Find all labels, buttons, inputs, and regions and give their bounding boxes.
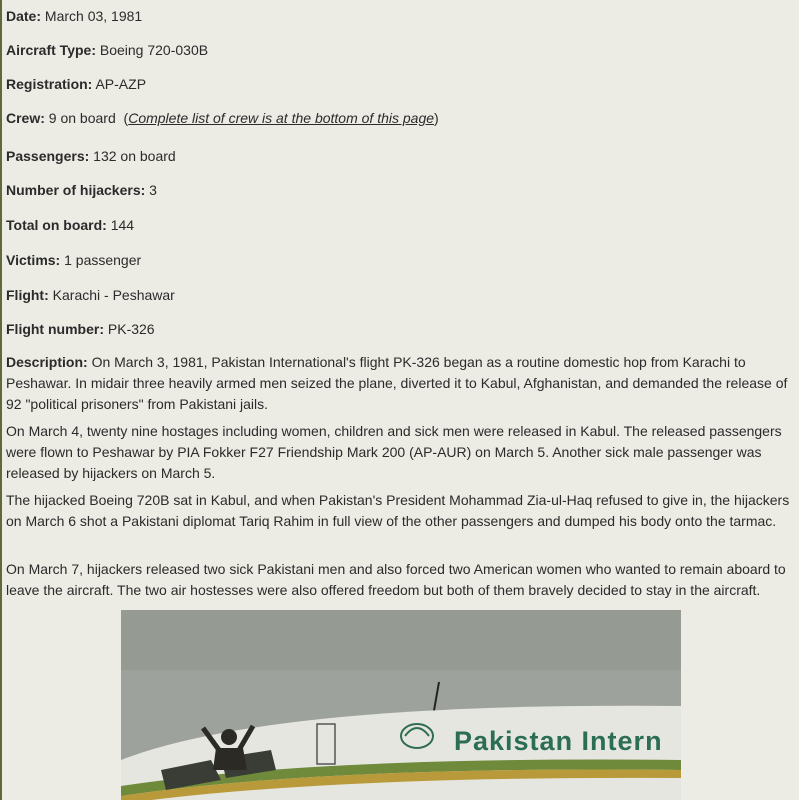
person-body	[213, 748, 247, 770]
hijacked-aircraft-photo	[121, 610, 681, 800]
passengers-row	[6, 147, 176, 165]
total-label: Total on board:	[6, 217, 107, 233]
victims-row	[6, 251, 141, 269]
registration-value: AP-AZP	[95, 76, 147, 92]
crew-paren-open: (	[123, 110, 129, 126]
description-paragraph-2	[6, 421, 796, 484]
description-text-3: The hijacked Boeing 720B sat in Kabul, and when Pakistan's President Mohammad Zia-ul-Haq refused to give in, the hijackers on March 6 shot a Pakistani diplomat Tariq Rahim in full view of the other passengers and dumped his body onto the tarmac.	[6, 492, 790, 529]
description-paragraph-1	[6, 352, 796, 415]
victims-value: 1 passenger	[64, 252, 142, 268]
victims-label: Victims:	[6, 252, 61, 268]
hijackers-label: Number of hijackers:	[6, 182, 146, 198]
photo-sky-top	[121, 610, 681, 670]
flight-number-row	[6, 320, 155, 338]
date-label: Date:	[6, 8, 42, 24]
passengers-value: 132 on board	[93, 148, 176, 164]
aircraft-photo-drawing	[121, 610, 681, 800]
crew-label: Crew:	[6, 110, 45, 126]
description-text-2: On March 4, twenty nine hostages including women, children and sick men were released in Kabul. The released passengers were flown to Peshawar by PIA Fokker F27 Friendship Mark 200 (AP-AUR) on March 5. Another sick male passenger was released by hijackers on March 5.	[6, 423, 782, 481]
total-row	[6, 216, 134, 234]
date-value: March 03, 1981	[44, 8, 143, 24]
description-paragraph-3	[6, 490, 796, 532]
description-text-1: On March 3, 1981, Pakistan International's flight PK-326 began as a routine domestic hop from Karachi to Peshawar. In midair three heavily armed men seized the plane, diverted it to Kabul, Afghanistan, and demanded the release of 92 "political prisoners" from Pakistani jails.	[6, 354, 788, 412]
hijackers-row	[6, 181, 157, 199]
crew-value: 9 on board	[48, 110, 116, 126]
crew-row	[6, 109, 439, 127]
date-row	[6, 7, 142, 25]
aircraft-type-value: Boeing 720-030B	[99, 42, 209, 58]
passengers-label: Passengers:	[6, 148, 90, 164]
hijackers-value: 3	[149, 182, 157, 198]
description-paragraph-4	[6, 559, 796, 601]
aircraft-type-label: Aircraft Type:	[6, 42, 96, 58]
flight-number-value: PK-326	[107, 321, 155, 337]
flight-number-label: Flight number:	[6, 321, 104, 337]
total-value: 144	[110, 217, 135, 233]
flight-label: Flight:	[6, 287, 49, 303]
person-head	[221, 729, 237, 745]
description-text-4: On March 7, hijackers released two sick Pakistani men and also forced two American women who wanted to remain aboard to leave the aircraft. The two air hostesses were also offered freedom but both of them bravely decided to stay in the aircraft.	[6, 561, 786, 598]
flight-row	[6, 286, 175, 304]
crew-paren-close: )	[434, 110, 439, 126]
description-label: Description:	[6, 354, 88, 370]
flight-value: Karachi - Peshawar	[52, 287, 175, 303]
aircraft-type-row	[6, 41, 208, 59]
crew-list-link[interactable]: Complete list of crew is at the bottom of this page	[128, 110, 435, 126]
registration-label: Registration:	[6, 76, 93, 92]
registration-row	[6, 75, 146, 93]
fuselage-text: Pakistan Intern	[454, 726, 663, 756]
